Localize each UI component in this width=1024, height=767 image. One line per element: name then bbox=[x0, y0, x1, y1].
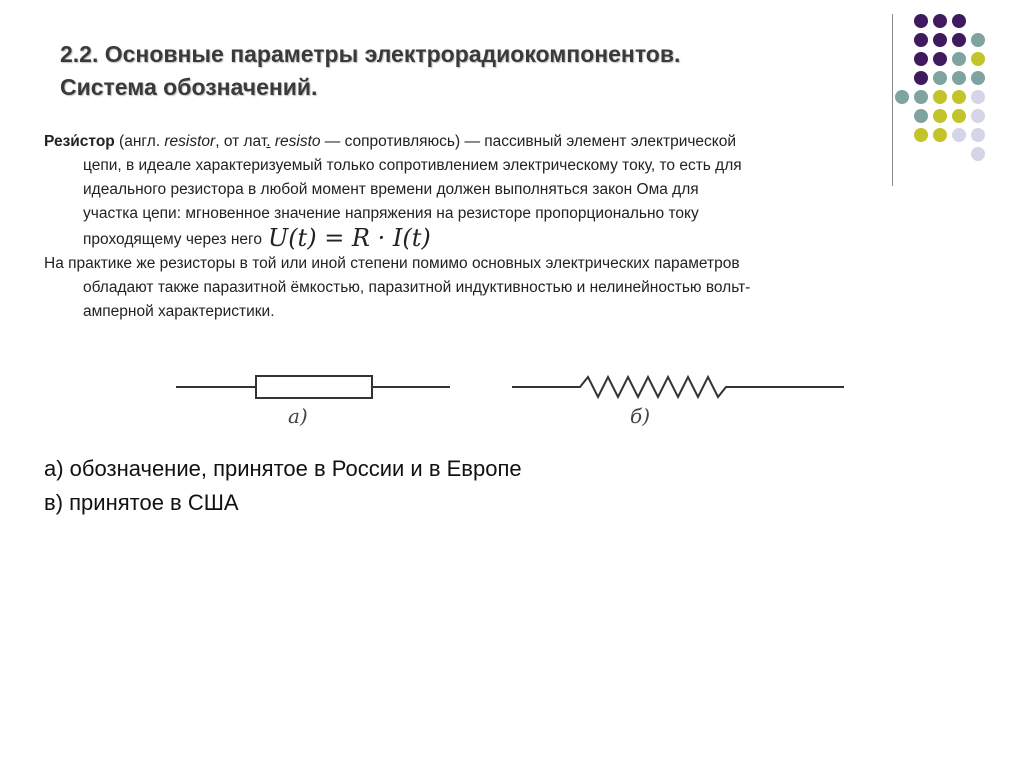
symbol-captions bbox=[44, 452, 522, 520]
english-word: resistor bbox=[164, 133, 216, 150]
decorative-dot bbox=[914, 109, 928, 123]
title-line-1: 2.2. Основные параметры электрорадиокомпонентов. bbox=[60, 41, 681, 67]
decorative-dot bbox=[971, 109, 985, 123]
decorative-dot bbox=[952, 52, 966, 66]
label-b: б) bbox=[630, 404, 651, 428]
decorative-dot bbox=[914, 14, 928, 28]
decorative-dot bbox=[933, 90, 947, 104]
paragraph-1-line-1 bbox=[44, 130, 964, 154]
decorative-dot bbox=[952, 109, 966, 123]
text-fragment: — сопротивляюсь) — пассивный элемент электрической bbox=[320, 133, 737, 150]
decorative-dot bbox=[914, 33, 928, 47]
resistor-symbols-diagram bbox=[170, 360, 860, 435]
paragraph-1-line-2: цепи, в идеале характеризуемый только сопротивлением электрическому току, то есть для bbox=[83, 157, 742, 174]
paragraph-2-line-2: обладают также паразитной ёмкостью, паразитной индуктивностью и нелинейностью вольт- bbox=[83, 279, 751, 296]
title-line-2: Система обозначений. bbox=[60, 74, 318, 100]
decorative-dot bbox=[933, 14, 947, 28]
decorative-dot bbox=[971, 147, 985, 161]
paragraph-resistor-definition bbox=[44, 130, 964, 252]
paragraph-2-line-1: На практике же резисторы в той или иной степени помимо основных электрических параметров bbox=[44, 255, 740, 272]
latin-word: resisto bbox=[270, 133, 321, 150]
text-fragment: (англ. bbox=[114, 133, 165, 150]
decorative-dot bbox=[895, 90, 909, 104]
paragraph-1-line-3: идеального резистора в любой момент времени должен выполняться закон Ома для bbox=[83, 181, 699, 198]
slide-title bbox=[60, 38, 860, 104]
decorative-dot bbox=[952, 14, 966, 28]
decorative-dot bbox=[952, 33, 966, 47]
resistor-symbol-europe bbox=[176, 376, 450, 398]
text-fragment: проходящему через него bbox=[83, 231, 262, 248]
decorative-dot bbox=[971, 71, 985, 85]
decorative-dot bbox=[914, 90, 928, 104]
label-a: а) bbox=[288, 404, 308, 428]
caption-europe: а) обозначение, принятое в России и в Европе bbox=[44, 456, 522, 481]
decorative-dot bbox=[933, 71, 947, 85]
text-fragment: , от лат bbox=[215, 133, 267, 150]
decorative-dot bbox=[971, 90, 985, 104]
decorative-dot bbox=[952, 90, 966, 104]
text-fragment: . bbox=[266, 133, 271, 150]
decorative-dot bbox=[914, 52, 928, 66]
paragraph-parasitic-params bbox=[44, 252, 964, 324]
paragraph-1-line-5 bbox=[44, 226, 964, 252]
decorative-dot bbox=[971, 128, 985, 142]
decorative-dot bbox=[933, 52, 947, 66]
decorative-dot bbox=[971, 33, 985, 47]
decorative-dot bbox=[952, 71, 966, 85]
paragraph-2-line-3: амперной характеристики. bbox=[83, 303, 275, 320]
paragraph-1-line-4: участка цепи: мгновенное значение напряжения на резисторе пропорционально току bbox=[83, 205, 699, 222]
text-body bbox=[44, 130, 964, 324]
decorative-dot bbox=[933, 109, 947, 123]
ohms-law-formula: U(t) = R · I(t) bbox=[267, 224, 431, 252]
caption-usa: в) принятое в США bbox=[44, 490, 239, 515]
decorative-dot bbox=[914, 71, 928, 85]
decorative-dot bbox=[971, 52, 985, 66]
term-resistor: Рези́стор bbox=[44, 133, 115, 150]
resistor-symbol-usa bbox=[512, 377, 844, 397]
decorative-dot bbox=[933, 33, 947, 47]
